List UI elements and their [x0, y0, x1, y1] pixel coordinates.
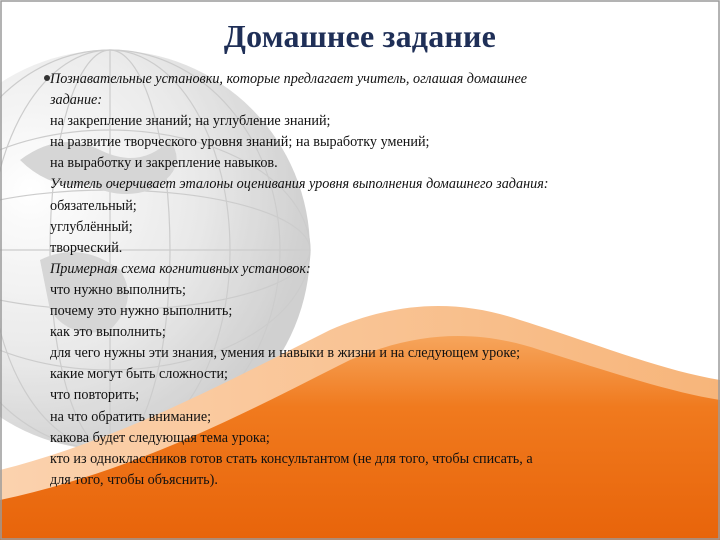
slide-title: Домашнее задание: [223, 18, 497, 54]
content-line: задание:: [50, 92, 103, 109]
content-line: почему это нужно выполнить;: [50, 303, 233, 320]
content-list: [50, 69, 700, 491]
content-line: на выработку и закрепление навыков.: [50, 155, 278, 172]
content-line: Учитель очерчивает эталоны оценивания уровня выполнения домашнего задания:: [50, 176, 549, 193]
content-line: Познавательные установки, которые предлагает учитель, оглашая домашнее: [50, 71, 528, 87]
content-line: как это выполнить;: [50, 324, 166, 341]
content-line: что нужно выполнить;: [50, 281, 186, 298]
content-line: обязательный;: [50, 197, 137, 214]
content-line: для того, чтобы объяснить).: [50, 471, 218, 488]
content-line: на что обратить внимание;: [50, 408, 212, 425]
content-line: что повторить;: [50, 387, 140, 404]
content-line: творческий.: [50, 239, 123, 256]
content-line: Примерная схема когнитивных установок:: [50, 260, 311, 277]
content-line: какова будет следующая тема урока;: [50, 429, 270, 446]
content-line: на закрепление знаний; на углубление знаний;: [50, 113, 331, 130]
content-line: для чего нужны эти знания, умения и навыки в жизни и на следующем уроке;: [50, 345, 521, 362]
content-line: на развитие творческого уровня знаний; на выработку умений;: [50, 134, 430, 151]
content-line: кто из одноклассников готов стать консультантом (не для того, чтобы списать, а: [50, 450, 533, 467]
content-line: какие могут быть сложности;: [50, 366, 228, 383]
content-line: углублённый;: [50, 218, 133, 235]
